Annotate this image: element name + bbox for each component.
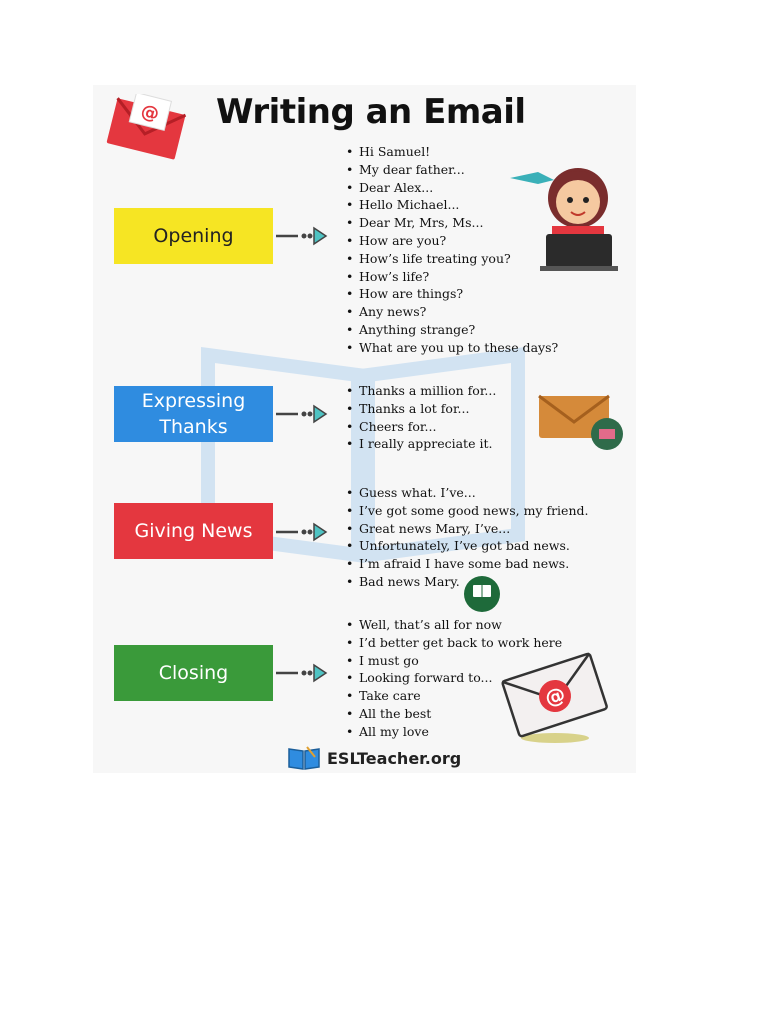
list-item: • Looking forward to... — [346, 669, 562, 687]
footer — [287, 745, 461, 771]
list-item: • I’ve got some good news, my friend. — [346, 502, 588, 520]
list-item: • I’d better get back to work here — [346, 634, 562, 652]
list-item: • Great news Mary, I’ve... — [346, 520, 588, 538]
expressing-thanks-label — [114, 386, 273, 442]
footer-brand: ESLTeacher.org — [327, 748, 462, 768]
list-item: • Unfortunately, I’ve got bad news. — [346, 537, 588, 555]
list-item: • What are you up to these days? — [346, 339, 558, 357]
label-line: Expressing — [141, 390, 246, 412]
envelope-at-icon — [103, 94, 189, 164]
list-item: • Hello Michael... — [346, 196, 558, 214]
closing-label: Closing — [114, 645, 273, 701]
list-item: • How are you? — [346, 232, 558, 250]
list-item: • All my love — [346, 723, 562, 741]
esl-badge-icon — [463, 575, 501, 613]
arrow-right-icon — [276, 522, 328, 542]
label-line: Thanks — [159, 416, 228, 438]
list-item: • How’s life treating you? — [346, 250, 558, 268]
svg-text:@: @ — [138, 100, 162, 126]
list-item: • I must go — [346, 652, 562, 670]
list-item: • I really appreciate it. — [346, 435, 496, 453]
page-title: Writing an Email — [216, 92, 526, 132]
arrow-right-icon — [276, 404, 328, 424]
arrow-right-icon — [276, 663, 328, 683]
opening-label: Opening — [114, 208, 273, 264]
list-item: • How’s life? — [346, 268, 558, 286]
list-item: • Hi Samuel! — [346, 143, 558, 161]
opening-phrases — [346, 143, 558, 357]
envelope-icon — [537, 392, 627, 452]
list-item: • Cheers for... — [346, 418, 496, 436]
list-item: • Bad news Mary. — [346, 573, 588, 591]
list-item: • I’m afraid I have some bad news. — [346, 555, 588, 573]
list-item: • Guess what. I’ve... — [346, 484, 588, 502]
envelope-at-icon — [497, 650, 615, 746]
list-item: • Anything strange? — [346, 321, 558, 339]
list-item: • Any news? — [346, 303, 558, 321]
thanks-phrases — [346, 382, 496, 453]
svg-text:@: @ — [541, 681, 569, 711]
list-item: • How are things? — [346, 285, 558, 303]
list-item: • Thanks a lot for... — [346, 400, 496, 418]
book-logo-icon — [287, 745, 321, 771]
list-item: • Well, that’s all for now — [346, 616, 562, 634]
list-item: • Dear Mr, Mrs, Ms... — [346, 214, 558, 232]
list-item: • My dear father... — [346, 161, 558, 179]
list-item: • All the best — [346, 705, 562, 723]
arrow-right-icon — [276, 226, 328, 246]
giving-news-label: Giving News — [114, 503, 273, 559]
list-item: • Thanks a million for... — [346, 382, 496, 400]
list-item: • Dear Alex... — [346, 179, 558, 197]
list-item: • Take care — [346, 687, 562, 705]
